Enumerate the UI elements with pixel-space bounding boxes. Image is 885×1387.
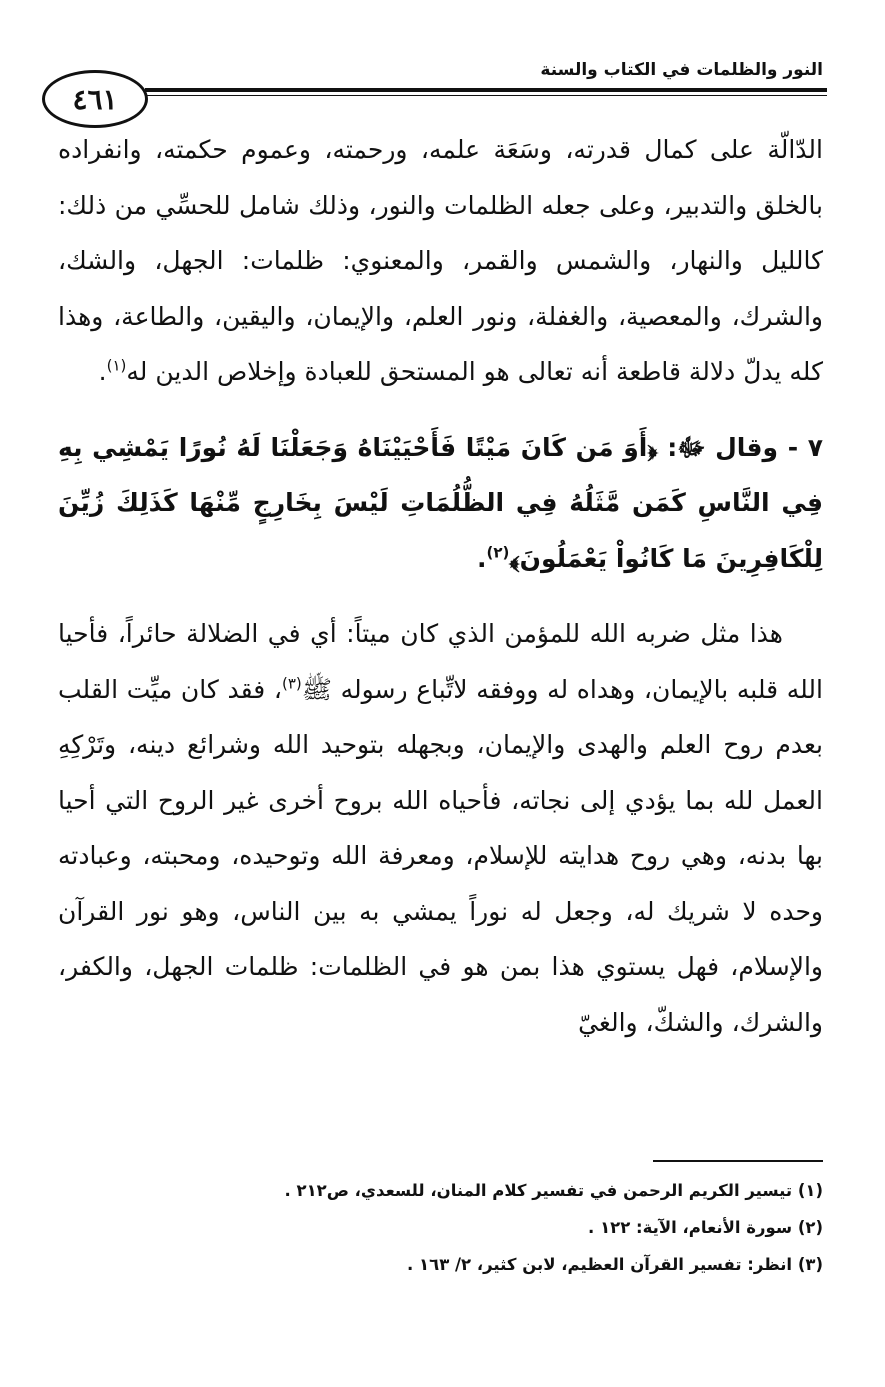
- footnote-ref-3[interactable]: (٣): [281, 674, 302, 693]
- footnote-ref-1[interactable]: (١): [106, 356, 127, 375]
- footnote-ref-2[interactable]: (٢): [486, 543, 510, 562]
- paragraph-3-text-a: هذا مثل ضربه الله للمؤمن الذي كان ميتاً: أي في الضلالة حائراً، فأحيا الله قلبه بالإيمان، وهداه له ووفقه لاتِّباع رسوله ﷺ: [58, 619, 823, 704]
- paragraph-3-text-b: ، فقد كان ميِّت القلب بعدم روح العلم والهدى والإيمان، وبجهله بتوحيد الله وشرائع دينه، وتَرْكِهِ العمل لله بما يؤدي إلى نجاته، فأحياه الله بروح أخرى غير الروح التي أحيا بها بدنه، وهي روح هدايته للإسلام، ومعرفة الله وتوحيده، ومحبته، وعبادته وحده لا شريك له، وجعل له نوراً يمشي به بين الناس، وهو نور القرآن والإسلام، فهل يستوي هذا بمن هو في الظلمات: ظلمات الجهل، والكفر، والشرك، والشكّ، والغيّ: [58, 674, 823, 1037]
- verse-end: .: [477, 543, 487, 573]
- running-title: النور والظلمات في الكتاب والسنة: [540, 60, 823, 80]
- paragraph-1-end: .: [98, 357, 107, 386]
- quran-verse: ﴿أَوَ مَن كَانَ مَيْتًا فَأَحْيَيْنَاهُ وَجَعَلْنَا لَهُ نُورًا يَمْشِي بِهِ فِي النَّاسِ كَمَن مَّثَلُهُ فِي الظُّلُمَاتِ لَيْسَ بِخَارِجٍ مِّنْهَا كَذَلِكَ زُيِّنَ لِلْكَافِرِينَ مَا كَانُواْ يَعْمَلُونَ﴾: [58, 432, 823, 573]
- main-text: [58, 122, 823, 1050]
- verse-intro: ٧ - وقال ﷻ:: [657, 432, 823, 462]
- header-rule-thick: [145, 88, 827, 92]
- page-header: [0, 0, 885, 130]
- footnote-1: (١) تيسير الكريم الرحمن في تفسير كلام المنان، للسعدي، ص٢١٢ .: [284, 1181, 823, 1200]
- header-rule-thin: [145, 95, 827, 96]
- footnote-3: (٣) انظر: تفسير القرآن العظيم، لابن كثير، ٢/ ١٦٣ .: [407, 1255, 823, 1274]
- footnotes: [260, 1172, 823, 1283]
- paragraph-1: [58, 122, 823, 400]
- footnote-separator: [653, 1160, 823, 1162]
- paragraph-1-text: الدّالّة على كمال قدرته، وسَعَة علمه، ورحمته، وعموم حكمته، وانفراده بالخلق والتدبير، وعلى جعله الظلمات والنور، وذلك شامل للحسِّي من ذلك: كالليل والنهار، والشمس والقمر، والمعنوي: ظلمات: الجهل، والشك، والشرك، والمعصية، والغفلة، ونور العلم، والإيمان، واليقين، والطاعة، وهذا كله يدلّ دلالة قاطعة أنه تعالى هو المستحق للعبادة وإخلاص الدين له: [58, 135, 823, 386]
- footnote-2: (٢) سورة الأنعام، الآية: ١٢٢ .: [588, 1218, 823, 1237]
- verse-paragraph: [58, 420, 823, 587]
- paragraph-3: [58, 606, 823, 1050]
- page-number: ٤٦١: [42, 70, 148, 128]
